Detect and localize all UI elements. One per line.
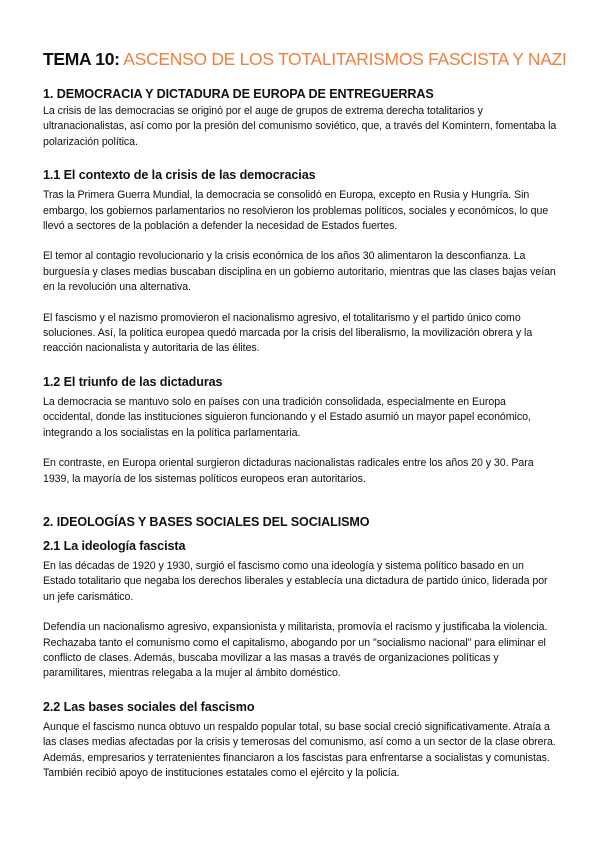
subsection-2-1-heading: 2.1 La ideología fascista [43, 538, 186, 553]
document-title [43, 48, 567, 70]
title-prefix: TEMA 10: [43, 49, 120, 69]
section-2-heading: 2. IDEOLOGÍAS Y BASES SOCIALES DEL SOCIALISMO [43, 514, 370, 529]
section-1-heading: 1. DEMOCRACIA Y DICTADURA DE EUROPA DE ENTREGUERRAS [43, 87, 434, 101]
subsection-2-1-paragraph-2: Defendía un nacionalismo agresivo, expansionista y militarista, promovía el racismo y justificaba la violencia. Rechazaba tanto el comunismo como el capitalismo, abogando por un "socialismo nacional" para eliminar el conflicto de clases. Además, buscaba movilizar a las masas a través de organizaciones políticas y paramilitares, mientras relegaba a la mujer al ámbito doméstico. [43, 621, 548, 680]
subsection-1-2-paragraph-2: En contraste, en Europa oriental surgieron dictaduras nacionalistas radicales entre los años 20 y 30. Para 1939, la mayoría de los sistemas políticos europeos eran autoritarios. [43, 457, 534, 485]
section-1-intro: La crisis de las democracias se originó por el auge de grupos de extrema derecha totalitarios y ultranacionalistas, así como por la presión del comunismo soviético, que, a través del Komintern, fomentaba la polarización política. [43, 105, 557, 148]
subsection-1-1-paragraph-3: El fascismo y el nazismo promovieron el nacionalismo agresivo, el totalitarismo y el partido único como soluciones. Así, la política europea quedó marcada por la crisis del liberalismo, la movilización obrera y la reacción nacionalista y autoritaria de las élites. [43, 311, 533, 355]
subsection-1-2-paragraph-1: La democracia se mantuvo solo en países con una tradición consolidada, especialmente en Europa occidental, donde las instituciones siguieron funcionando y el Estado asumió un mayor papel económico, integrando a los socialistas en la política parlamentaria. [43, 395, 531, 439]
subsection-2-2-paragraph-1: Aunque el fascismo nunca obtuvo un respaldo popular total, su base social creció significativamente. Atraía a las clases medias afectadas por la crisis y temerosas del comunismo, así como a un sector de la clase obrera. Además, empresarios y terratenientes financiaron a los fascistas para enfrentarse a socialistas y comunistas. También recibió apoyo de instituciones estatales como el ejército y la policía. [43, 720, 556, 779]
subsection-2-2-heading: 2.2 Las bases sociales del fascismo [43, 699, 255, 714]
subsection-1-1-heading: 1.1 El contexto de la crisis de las democracias [43, 168, 316, 183]
subsection-1-2-heading: 1.2 El triunfo de las dictaduras [43, 374, 223, 389]
title-main: ASCENSO DE LOS TOTALITARISMOS FASCISTA Y NAZI [123, 49, 567, 69]
subsection-2-1-paragraph-1: En las décadas de 1920 y 1930, surgió el fascismo como una ideología y sistema político basado en un Estado totalitario que negaba los derechos liberales y establecía una dictadura de partido único, liderada por un jefe carismático. [43, 559, 548, 603]
subsection-1-1-paragraph-1: Tras la Primera Guerra Mundial, la democracia se consolidó en Europa, excepto en Rusia y Hungría. Sin embargo, los gobiernos parlamentarios no resolvieron los problemas políticos, sociales y económicos, lo que llevó a sectores de la población a defender la necesidad de Estados fuertes. [43, 189, 549, 233]
subsection-1-1-paragraph-2: El temor al contagio revolucionario y la crisis económica de los años 30 alimentaron la desconfianza. La burguesía y clases medias buscaban disciplina en un gobierno autoritario, mientras que las clases bajas veían en la revolución una alternativa. [43, 250, 556, 294]
